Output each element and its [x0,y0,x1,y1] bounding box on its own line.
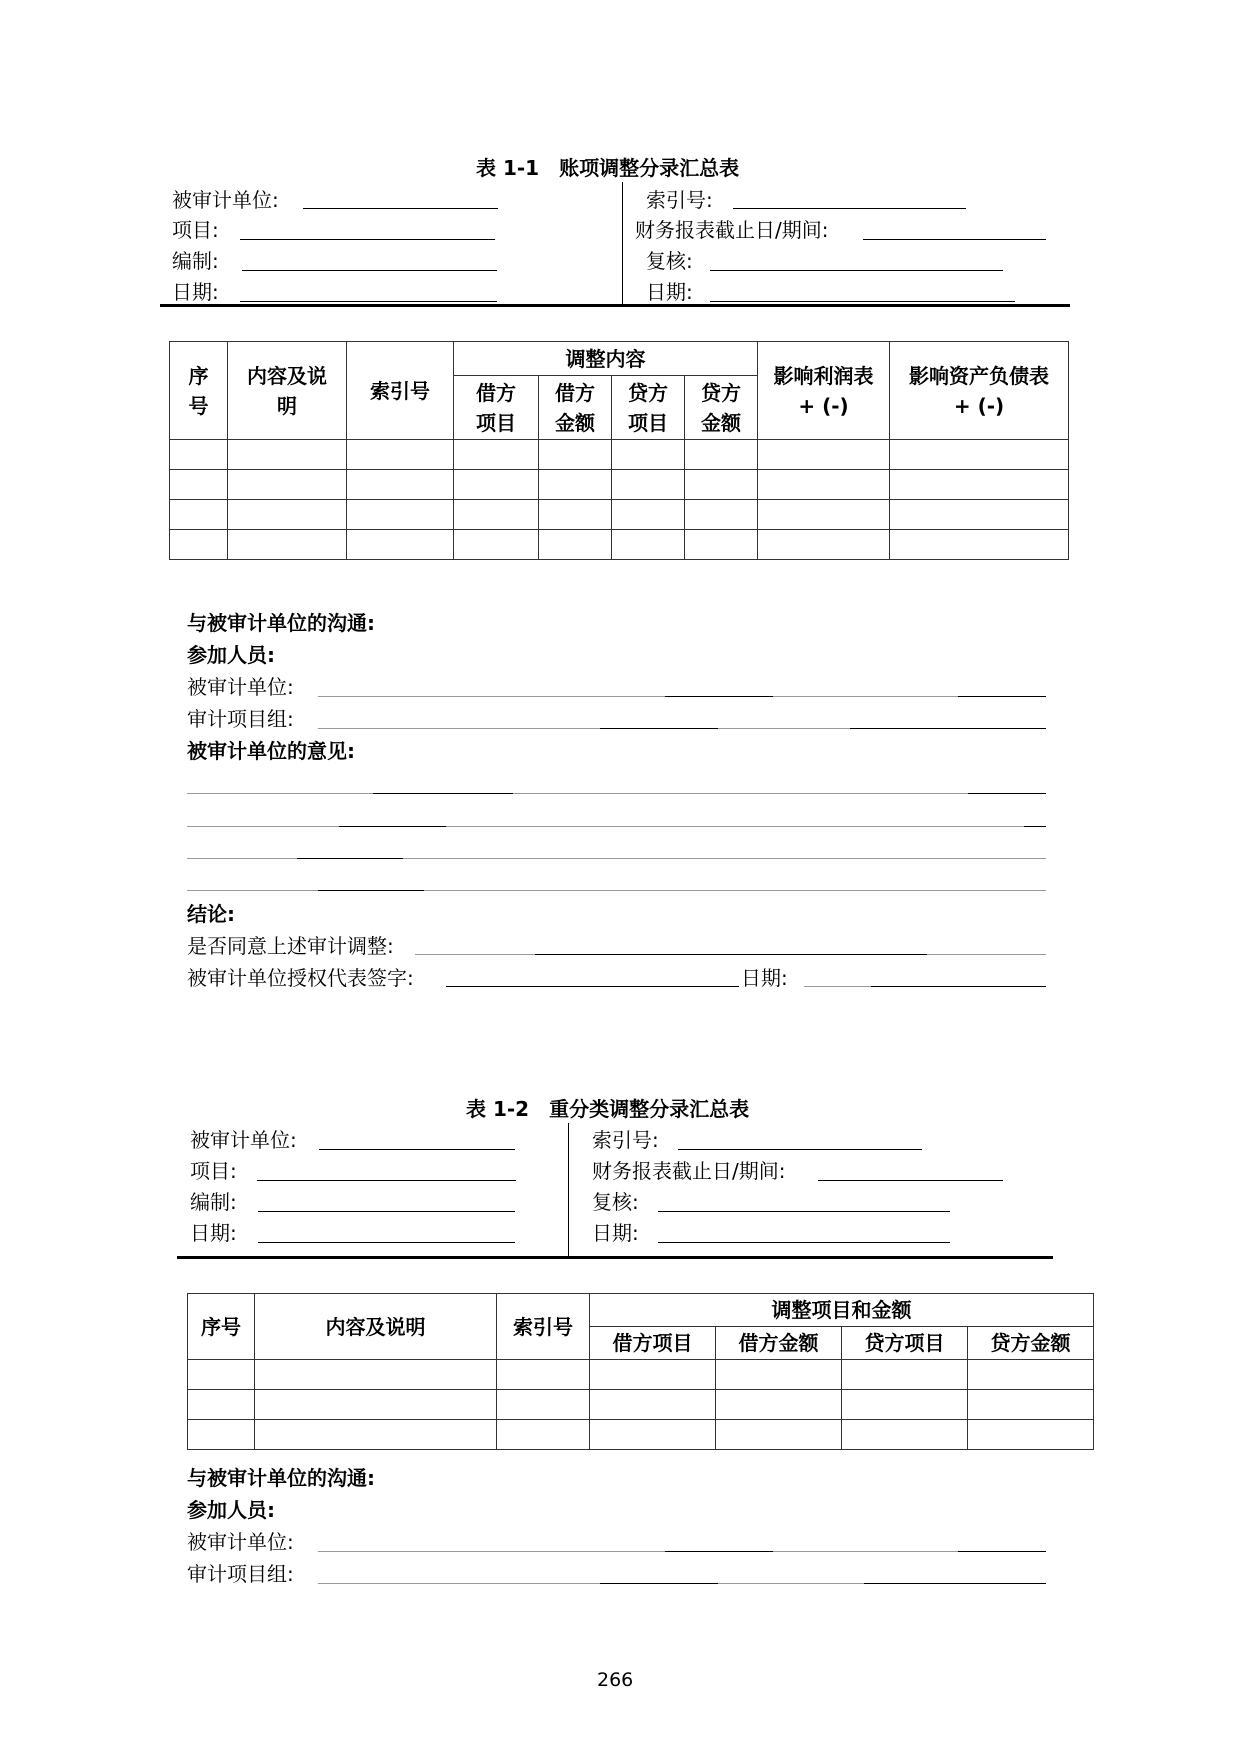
t1-cell[interactable] [347,530,454,560]
t2-col-header-debit-amt: 借方金额 [716,1327,842,1360]
t2-cell[interactable] [188,1420,255,1450]
comm1-team-label: 审计项目组: [187,707,294,731]
t1-cell[interactable] [758,440,890,470]
t1-cell[interactable] [170,530,228,560]
col-header-credit-amt: 贷方 金额 [685,376,758,440]
t2-cell[interactable] [968,1360,1094,1390]
comm2-team-seg-1 [600,1583,718,1584]
t1-cell[interactable] [170,470,228,500]
t2-cell[interactable] [255,1390,497,1420]
opinion-line-4-seg [318,890,424,891]
col-header-balance: 影响资产负债表 + (-) [890,342,1069,440]
page-number: 266 [597,1669,634,1691]
t2-cell[interactable] [842,1390,968,1420]
t2-col-header-content: 内容及说明 [255,1294,497,1360]
t1-index-label: 索引号: [646,188,713,212]
t2-col-header-credit-item: 贷方项目 [842,1327,968,1360]
opinion-line-3-seg [297,858,403,859]
t2-col-header-credit-amt: 贷方金额 [968,1327,1094,1360]
t1-cell[interactable] [539,530,612,560]
comm2-participants: 参加人员: [187,1498,275,1522]
col-header-debit-item: 借方 项目 [454,376,539,440]
col-header-seq: 序 号 [170,342,228,440]
comm1-opinion-label: 被审计单位的意见: [187,739,355,763]
t1-header-rule [160,304,1070,307]
t2-review-label: 复核: [592,1190,639,1214]
comm1-date-label: 日期: [741,966,788,990]
comm1-agree-label: 是否同意上述审计调整: [187,934,394,958]
t1-cell[interactable] [539,470,612,500]
t2-col-header-debit-item: 借方项目 [590,1327,716,1360]
comm1-signature-label: 被审计单位授权代表签字: [187,966,414,990]
t1-cell[interactable] [539,440,612,470]
comm2-auditee-label: 被审计单位: [187,1530,294,1554]
reclassification-table [187,1293,1094,1450]
t2-cell[interactable] [842,1420,968,1450]
t2-cell[interactable] [968,1390,1094,1420]
t1-header-divider [622,182,623,304]
opinion-line-4[interactable] [187,890,1046,891]
t1-cell[interactable] [539,500,612,530]
t2-cell[interactable] [497,1360,590,1390]
t2-cell[interactable] [497,1420,590,1450]
comm2-auditee-seg-1 [665,1551,773,1552]
opinion-line-2[interactable] [187,826,1046,827]
t2-project-field[interactable] [257,1180,516,1181]
t2-project-label: 项目: [190,1159,237,1183]
comm1-date-seg [871,986,1046,987]
t1-cell[interactable] [347,440,454,470]
t1-cell[interactable] [454,530,539,560]
t1-review-label: 复核: [646,249,693,273]
t2-header-rule [177,1256,1053,1259]
opinion-line-2-seg [339,826,446,827]
comm2-team-label: 审计项目组: [187,1562,294,1586]
t2-cell[interactable] [497,1390,590,1420]
opinion-line-1-seg-2 [968,793,1046,794]
t1-cell[interactable] [347,470,454,500]
adjustment-table [169,341,1069,560]
t1-cell[interactable] [758,500,890,530]
t1-cell[interactable] [685,500,758,530]
t1-cell[interactable] [454,500,539,530]
t2-index-label: 索引号: [592,1128,659,1152]
t2-date2-field[interactable] [658,1242,950,1243]
comm2-auditee-seg-2 [958,1551,1046,1552]
comm1-signature-field[interactable] [446,986,739,987]
t1-cell[interactable] [890,470,1069,500]
t2-cell[interactable] [188,1390,255,1420]
col-header-debit-amt: 借方 金额 [539,376,612,440]
t1-cell[interactable] [685,440,758,470]
t2-index-field[interactable] [678,1149,922,1150]
t1-cell[interactable] [454,440,539,470]
t1-cell[interactable] [612,530,685,560]
t2-cell[interactable] [590,1360,716,1390]
t2-row [188,1390,1094,1420]
opinion-line-1-seg [373,793,513,794]
t2-prepared-field[interactable] [258,1211,515,1212]
t1-row [170,500,1069,530]
t2-row [188,1360,1094,1390]
t2-cell[interactable] [716,1360,842,1390]
t2-period-label: 财务报表截止日/期间: [592,1159,786,1183]
opinion-line-1[interactable] [187,793,1046,794]
t1-cell[interactable] [685,470,758,500]
col-header-credit-item: 贷方 项目 [612,376,685,440]
comm1-agree-seg [535,954,927,955]
comm2-team-seg-2 [864,1583,1046,1584]
t1-period-label: 财务报表截止日/期间: [635,218,829,242]
t1-auditee-label: 被审计单位: [172,188,279,212]
table1-title: 表 1-1 账项调整分录汇总表 [476,156,740,180]
t1-cell[interactable] [454,470,539,500]
comm1-team-seg-1 [600,728,718,729]
t2-cell[interactable] [968,1420,1094,1450]
t2-cell[interactable] [188,1360,255,1390]
t2-period-field[interactable] [818,1180,1003,1181]
t1-cell[interactable] [758,530,890,560]
t2-col-header-index: 索引号 [497,1294,590,1360]
t1-cell[interactable] [890,500,1069,530]
t2-row [188,1420,1094,1450]
comm2-heading: 与被审计单位的沟通: [187,1466,375,1490]
t1-review-field[interactable] [710,270,1003,271]
t1-cell[interactable] [228,530,347,560]
t1-cell[interactable] [612,500,685,530]
comm1-participants: 参加人员: [187,643,275,667]
t1-cell[interactable] [890,440,1069,470]
t2-col-header-adjust: 调整项目和金额 [590,1294,1094,1327]
t1-date-label: 日期: [172,280,219,304]
t1-prepared-field[interactable] [242,270,497,271]
col-header-content: 内容及说 明 [228,342,347,440]
t1-cell[interactable] [612,470,685,500]
col-header-index: 索引号 [347,342,454,440]
t1-cell[interactable] [228,440,347,470]
t1-auditee-field[interactable] [303,208,498,209]
t1-project-field[interactable] [240,239,495,240]
t1-cell[interactable] [612,440,685,470]
t2-cell[interactable] [842,1360,968,1390]
t1-date2-field[interactable] [710,301,1015,302]
t1-cell[interactable] [890,530,1069,560]
t1-project-label: 项目: [172,218,219,242]
comm1-auditee-label: 被审计单位: [187,675,294,699]
t1-prepared-label: 编制: [172,249,219,273]
t2-cell[interactable] [716,1390,842,1420]
t1-row [170,530,1069,560]
t1-row [170,440,1069,470]
t2-auditee-label: 被审计单位: [190,1128,297,1152]
comm1-team-seg-2 [850,728,1046,729]
col-header-profit: 影响利润表 + (-) [758,342,890,440]
t1-cell[interactable] [170,440,228,470]
t2-col-header-seq: 序号 [188,1294,255,1360]
t2-cell[interactable] [255,1360,497,1390]
t1-cell[interactable] [758,470,890,500]
t1-row [170,470,1069,500]
t2-cell[interactable] [590,1420,716,1450]
comm1-auditee-seg-1 [665,696,773,697]
t2-review-field[interactable] [658,1211,950,1212]
t2-cell[interactable] [590,1390,716,1420]
t2-auditee-field[interactable] [319,1149,515,1150]
t1-cell[interactable] [347,500,454,530]
t1-cell[interactable] [228,500,347,530]
t2-header-divider [568,1123,569,1256]
t1-date-field[interactable] [240,301,497,302]
t1-period-field[interactable] [863,239,1046,240]
comm1-auditee-seg-2 [958,696,1046,697]
col-header-adjust: 调整内容 [454,342,758,376]
t1-cell[interactable] [170,500,228,530]
t2-cell[interactable] [255,1420,497,1450]
comm1-heading: 与被审计单位的沟通: [187,611,375,635]
t1-date2-label: 日期: [646,280,693,304]
t1-cell[interactable] [228,470,347,500]
t1-cell[interactable] [685,530,758,560]
comm1-conclusion-label: 结论: [187,902,235,926]
opinion-line-2-seg-2 [1024,826,1046,827]
t1-index-field[interactable] [733,208,966,209]
t2-cell[interactable] [716,1420,842,1450]
t2-date-label: 日期: [190,1221,237,1245]
t2-prepared-label: 编制: [190,1190,237,1214]
table2-title: 表 1-2 重分类调整分录汇总表 [466,1097,750,1121]
t2-date-field[interactable] [258,1242,515,1243]
t2-date2-label: 日期: [592,1221,639,1245]
